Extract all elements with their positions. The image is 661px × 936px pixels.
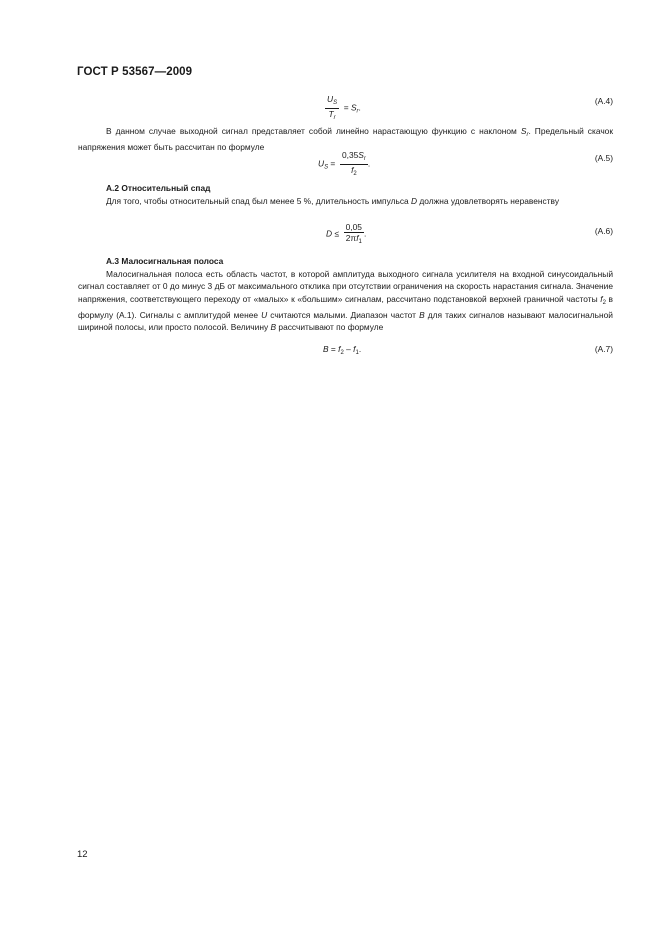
- fraction: $\frac{0,35S_r}{f_2}$: [341, 150, 366, 177]
- paragraph-bandwidth: Малосигнальная полоса есть область частот, в которой амплитуда выходного сигнала усилителя на входной синусоидальный сигнал составляет от 0 до минус 3 дБ от максимального отклика при отсутствии ограничения на скорость нарастания сигнала. Значение напряжения, соответствующего переходу от «малых» к «большим» сигналам, рассчитано подстановкой верхней граничной частоты $f_2$ в формулу (А.1). Сигналы с амплитудой менее U считаются малыми. Диапазон частот B для таких сигналов называют малосигнальной шириной полосы, или просто полосой. Величину B рассчитывают по формуле: [78, 269, 613, 333]
- page-number: 12: [77, 849, 88, 860]
- paragraph-slope: В данном случае выходной сигнал представляет собой линейно нарастающую функцию с наклоном $S_r$. Предельный скачок напряжения может быть рассчитан по формуле: [78, 126, 614, 153]
- equation-number-a4: (А.4): [594, 96, 613, 106]
- equation-number-a6: (А.6): [594, 226, 613, 236]
- equation-a5: $U_S$ = $\frac{0,35S_r}{f_2}$ .: [318, 150, 371, 177]
- equation-number-a7: (А.7): [594, 344, 613, 354]
- section-heading-a3: А.3 Малосигнальная полоса: [106, 256, 224, 266]
- equation-a7: $B = f_2 - f_1$.: [323, 344, 362, 356]
- fraction: $\frac{U_S}{T_r}$: [327, 94, 338, 121]
- paragraph-decay: Для того, чтобы относительный спад был менее 5 %, длительность импульса D должна удовлетворять неравенству: [106, 196, 560, 206]
- equation-a4: $\frac{U_S}{T_r}$ = $S_r$.: [327, 94, 361, 121]
- fraction: $\frac{0,05}{2\pi f_1}$: [345, 222, 362, 245]
- section-heading-a2: А.2 Относительный спад: [106, 183, 211, 193]
- equation-number-a5: (А.5): [594, 153, 613, 163]
- document-header: ГОСТ Р 53567—2009: [77, 66, 193, 78]
- equation-a6: D ≤ $\frac{0,05}{2\pi f_1}$ .: [326, 222, 367, 245]
